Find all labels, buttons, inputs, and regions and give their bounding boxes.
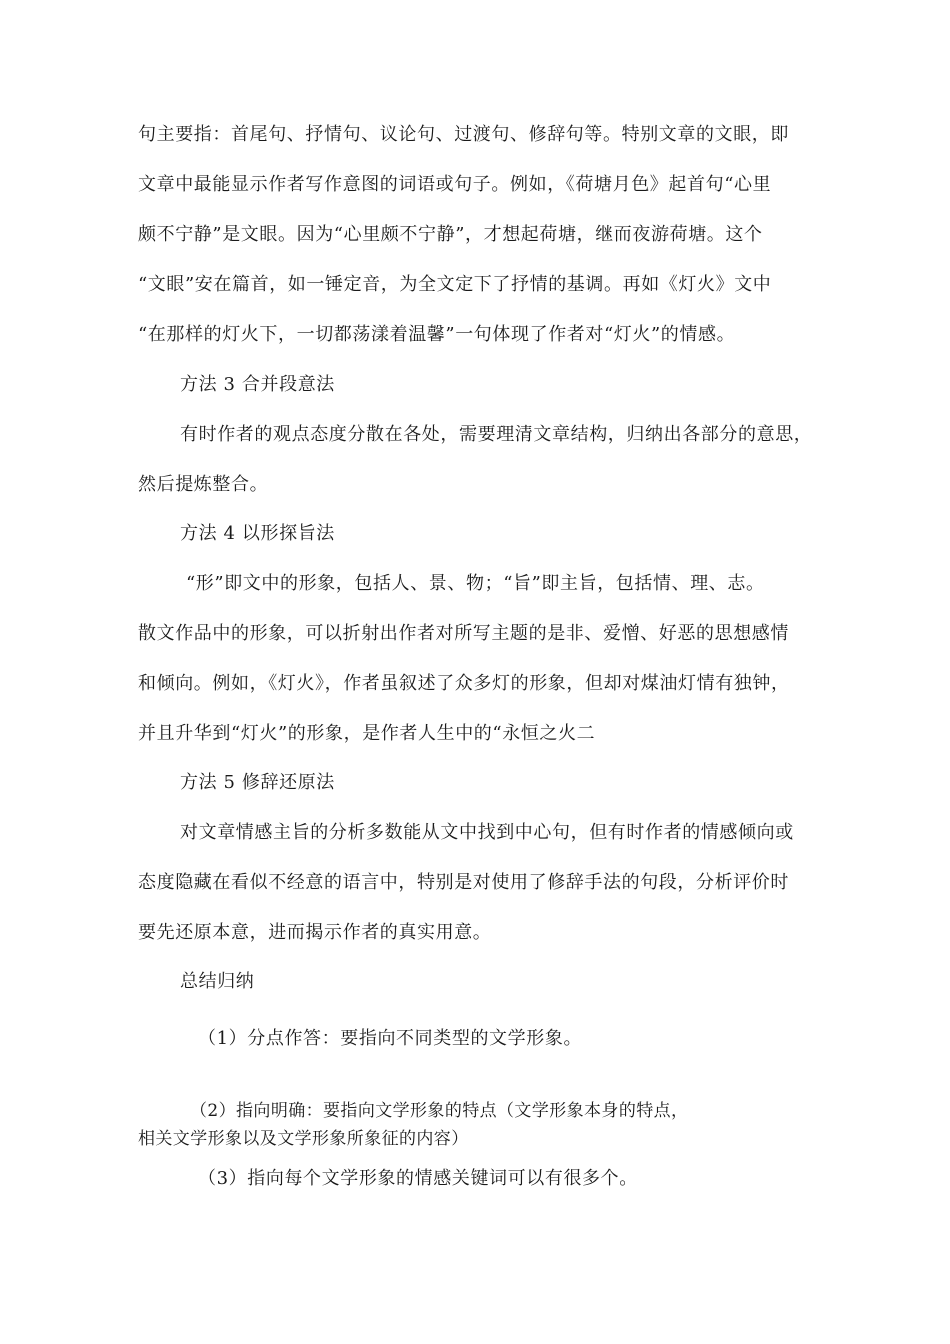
- paragraph-line: “文眼”安在篇首，如一锤定音，为全文定下了抒情的基调。再如《灯火》文中: [138, 274, 772, 295]
- summary-item-2-line-1: （2）指向明确：要指向文学形象的特点（文学形象本身的特点，: [190, 1101, 689, 1121]
- summary-item-3: （3）指向每个文学形象的情感关键词可以有很多个。: [198, 1168, 638, 1189]
- summary-item-1: （1）分点作答：要指向不同类型的文学形象。: [198, 1028, 583, 1049]
- paragraph-line: 要先还原本意，进而揭示作者的真实用意。: [138, 922, 492, 943]
- paragraph-line: 文章中最能显示作者写作意图的词语或句子。例如，《荷塘月色》起首句“心里: [138, 174, 772, 195]
- paragraph-line: 散文作品中的形象，可以折射出作者对所写主题的是非、爱憎、好恶的思想感情: [138, 623, 789, 644]
- method-heading: 方法 5 修辞还原法: [180, 772, 335, 793]
- method-heading: 方法 3 合并段意法: [180, 374, 335, 395]
- paragraph-line: “形”即文中的形象，包括人、景、物；“旨”即主旨，包括情、理、志。: [186, 573, 765, 594]
- paragraph-line: 和倾向。例如，《灯火》，作者虽叙述了众多灯的形象，但却对煤油灯情有独钟，: [138, 673, 790, 694]
- paragraph-line: 有时作者的观点态度分散在各处，需要理清文章结构，归纳出各部分的意思，: [180, 424, 813, 445]
- paragraph-line: 态度隐藏在看似不经意的语言中，特别是对使用了修辞手法的句段，分析评价时: [138, 872, 789, 893]
- paragraph-line: 句主要指：首尾句、抒情句、议论句、过渡句、修辞句等。特别文章的文眼，即: [138, 124, 789, 145]
- paragraph-line: 然后提炼整合。: [138, 474, 269, 495]
- method-heading: 方法 4 以形探旨法: [180, 523, 335, 544]
- paragraph-line: “在那样的灯火下，一切都荡漾着温馨”一句体现了作者对“灯火”的情感。: [138, 324, 736, 345]
- paragraph-line: 颇不宁静”是文眼。因为“心里颇不宁静”，才想起荷塘，继而夜游荷塘。这个: [138, 224, 763, 245]
- paragraph-line: 并且升华到“灯火”的形象，是作者人生中的“永恒之火二: [138, 723, 596, 744]
- summary-heading: 总结归纳: [180, 971, 255, 992]
- paragraph-line: 对文章情感主旨的分析多数能从文中找到中心句，但有时作者的情感倾向或: [180, 822, 794, 843]
- summary-item-2-line-2: 相关文学形象以及文学形象所象征的内容）: [138, 1129, 469, 1149]
